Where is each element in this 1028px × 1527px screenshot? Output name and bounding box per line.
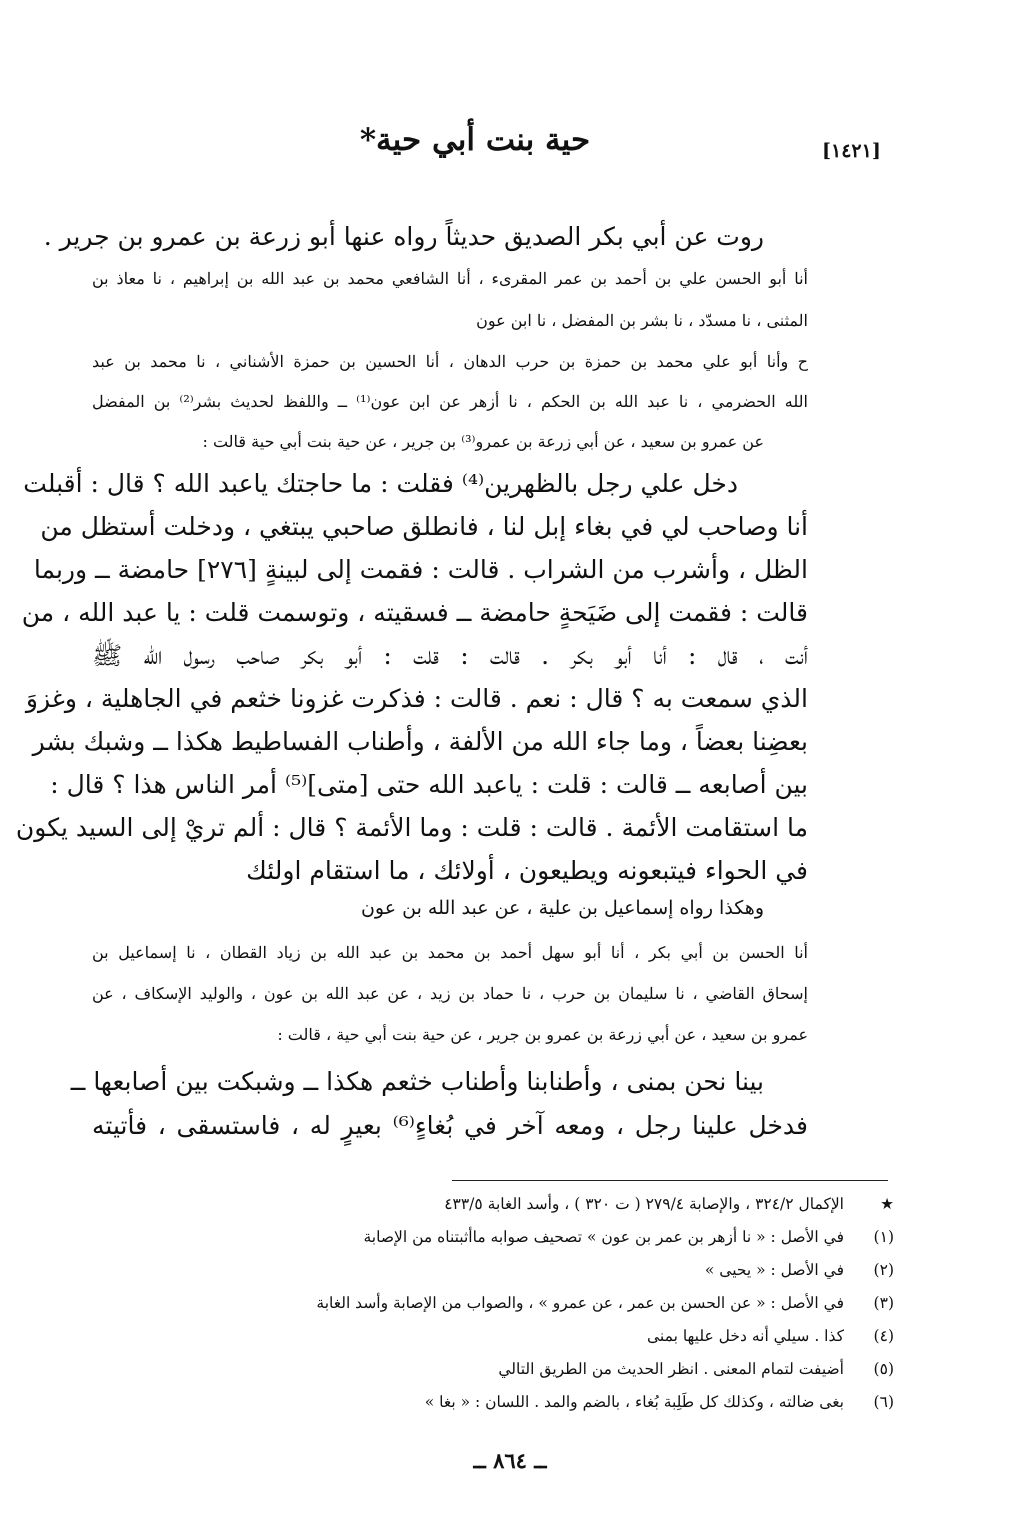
footnote-divider <box>452 1180 888 1181</box>
text-line: بعضِنا بعضاً ، وما جاء الله من الألفة ، وأطناب الفساطيط هكذا ــ وشبك بشر <box>32 727 808 756</box>
footnote-mark: (٢) <box>873 1261 894 1279</box>
note-paragraph <box>92 890 808 926</box>
text-line: فدخل علينا رجل ، ومعه آخر في بُغاءٍ⁽⁶⁾ بعيرٍ له ، فاستسقى ، فأتيته <box>92 1111 808 1140</box>
isnad-paragraph-1 <box>92 258 808 342</box>
isnad-paragraph-3 <box>92 932 808 1055</box>
hadith-text-1 <box>15 462 808 892</box>
text-line: عمرو بن سعيد ، عن أبي زرعة بن عمرو بن جرير ، عن حية بنت أبي حية ، قالت : <box>277 1025 808 1044</box>
footnote-mark: (٤) <box>873 1327 894 1345</box>
footnotes <box>300 1188 894 1419</box>
footnote-mark: (٣) <box>873 1294 894 1312</box>
text-line: المثنى ، نا مسدّد ، نا بشر بن المفضل ، نا ابن عون <box>476 311 808 330</box>
footnote-item <box>300 1254 894 1287</box>
footnote-text: في الأصل : « يحيى » <box>704 1261 844 1279</box>
text-line: أنا وصاحب لي في بغاء إبل لنا ، فانطلق صاحبي يبتغي ، ودخلت أستظل من <box>40 512 808 541</box>
footnote-item <box>300 1353 894 1386</box>
text-line: ما استقامت الأئمة . قالت : قلت : وما الأئمة ؟ قال : ألم تريْ إلى السيد يكون <box>15 813 808 842</box>
intro-paragraph <box>43 217 808 257</box>
footnote-mark: ★ <box>880 1195 894 1213</box>
text-line: الظل ، وأشرب من الشراب . قالت : فقمت إلى لبينةٍ [٢٧٦] حامضة ــ وربما <box>33 555 808 584</box>
text-line: روت عن أبي بكر الصديق حديثاً رواه عنها أبو زرعة بن عمرو بن جرير . <box>43 222 764 251</box>
text-line: أنت ، قال : أنا أبو بكر . قالت : قلت : أبو بكر صاحب رسول الله ﷺ <box>92 641 808 670</box>
text-line: إسحاق القاضي ، نا سليمان بن حرب ، نا حماد بن زيد ، عن عبد الله بن عون ، والوليد الإسكاف ، عن <box>92 984 808 1003</box>
footnote-item <box>300 1320 894 1353</box>
entry-number: [١٤٢١] <box>822 140 881 162</box>
text-line: بين أصابعه ــ قالت : قلت : ياعبد الله حتى [متى]⁽⁵⁾ أمر الناس هذا ؟ قال : <box>50 770 808 799</box>
text-line: الله الحضرمي ، نا عبد الله بن الحكم ، نا أزهر عن ابن عون⁽¹⁾ ــ واللفظ لحديث بشر⁽²⁾ بن المفضل <box>92 392 808 411</box>
footnote-item <box>300 1386 894 1419</box>
footnote-text: بغى ضالته ، وكذلك كل طَلِبة بُغاء ، بالضم والمد . اللسان : « بغا » <box>424 1393 844 1411</box>
isnad-paragraph-2 <box>92 342 808 462</box>
footnote-text: أضيفت لتمام المعنى . انظر الحديث من الطريق التالي <box>498 1360 844 1378</box>
text-line: بينا نحن بمنى ، وأطنابنا وأطناب خثعم هكذا ــ وشبكت بين أصابعها ــ <box>70 1067 764 1096</box>
footnote-mark: (٦) <box>873 1393 894 1411</box>
footnote-text: في الأصل : « نا أزهر بن عمر بن عون » تصحيف صوابه ماأثبتناه من الإصابة <box>363 1228 844 1246</box>
footnote-text: كذا . سيلي أنه دخل عليها بمنى <box>647 1327 844 1345</box>
text-line: عن عمرو بن سعيد ، عن أبي زرعة بن عمرو⁽³⁾ بن جرير ، عن حية بنت أبي حية قالت : <box>202 432 764 451</box>
page-title: حية بنت أبي حية* <box>359 122 591 158</box>
text-line: أنا أبو الحسن علي بن أحمد بن عمر المقرىء ، أنا الشافعي محمد بن عبد الله بن إبراهيم ، نا معاذ بن <box>92 269 808 288</box>
footnote-item <box>300 1221 894 1254</box>
footnote-text: في الأصل : « عن الحسن بن عمر ، عن عمرو » ، والصواب من الإصابة وأسد الغابة <box>316 1294 844 1312</box>
footnote-mark: (٥) <box>873 1360 894 1378</box>
text-line: وهكذا رواه إسماعيل بن علية ، عن عبد الله بن عون <box>360 897 764 919</box>
text-line: ح وأنا أبو علي محمد بن حمزة بن حرب الدهان ، أنا الحسين بن حمزة الأشناني ، نا محمد بن عبد <box>92 352 808 371</box>
page-number: ــ ٨٦٤ ــ <box>473 1448 547 1473</box>
text-line: قالت : فقمت إلى ضَيَحةٍ حامضة ــ فسقيته ، وتوسمت قلت : يا عبد الله ، من <box>21 598 808 627</box>
text-line: الذي سمعت به ؟ قال : نعم . قالت : فذكرت غزونا خثعم في الجاهلية ، وغزوَ <box>25 684 808 713</box>
text-line: دخل علي رجل بالظهرين⁽⁴⁾ فقلت : ما حاجتك ياعبد الله ؟ قال : أقبلت <box>23 469 738 498</box>
hadith-text-2 <box>70 1060 808 1148</box>
footnote-item <box>300 1287 894 1320</box>
footnote-item <box>300 1188 894 1221</box>
text-line: في الحواء فيتبعونه ويطيعون ، أولائك ، ما استقام اولئك <box>246 856 808 885</box>
text-line: أنا الحسن بن أبي بكر ، أنا أبو سهل أحمد بن محمد بن عبد الله بن زياد القطان ، نا إسماعيل بن <box>92 943 809 962</box>
footnote-text: الإكمال ٣٢٤/٢ ، والإصابة ٢٧٩/٤ ( ت ٣٢٠ ) ، وأسد الغابة ٤٣٣/٥ <box>444 1195 844 1213</box>
footnote-mark: (١) <box>873 1228 894 1246</box>
